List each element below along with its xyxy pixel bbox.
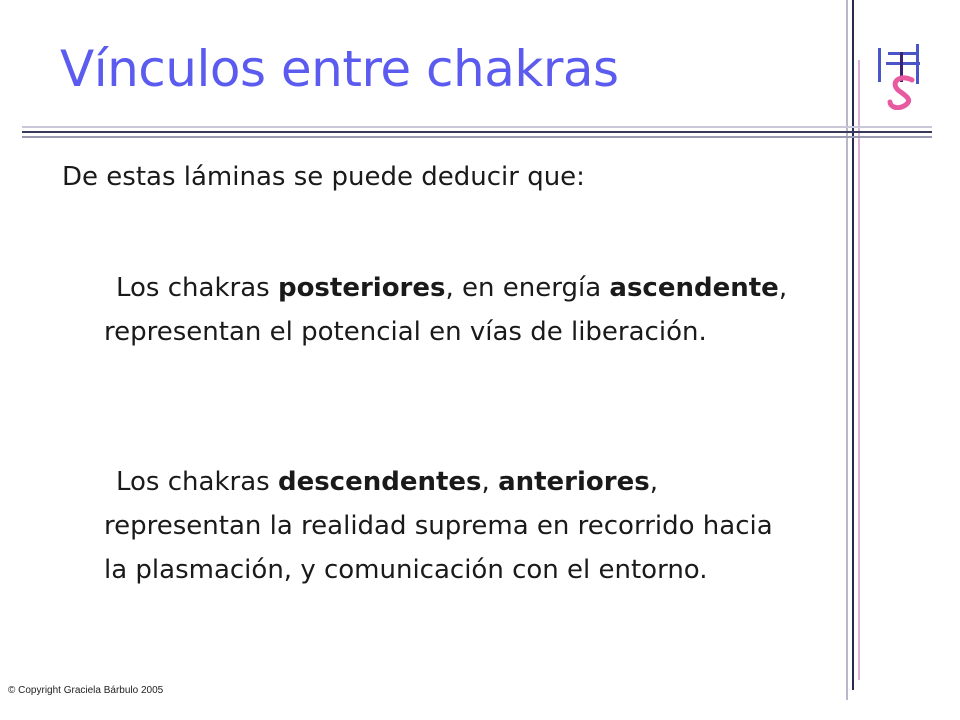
vertical-line-pink [858,60,860,680]
title-rule-3 [22,136,932,138]
p2-bold-descendentes: descendentes [277,467,482,497]
p1-text-2: , en energía [445,273,610,303]
slide-title: Vínculos entre chakras [60,40,619,98]
p1-text-1: Los chakras [116,273,278,303]
ihts-logo-icon [872,38,928,110]
title-rule-2 [22,131,932,133]
p2-bold-anteriores: anteriores [498,467,650,497]
vertical-line-gray [846,0,848,700]
vertical-line-dark [852,0,854,690]
p2-text-2: , [481,467,499,497]
p1-bold-ascendente: ascendente [609,273,779,303]
paragraph-posteriores [104,266,794,354]
p2-text-1: Los chakras [116,467,278,497]
title-rule-1 [22,126,932,128]
p2-text-3: , representan la realidad suprema en recorrido hacia la plasmación, y comunicación con el entorno. [104,467,773,585]
paragraph-descendentes [104,460,794,592]
copyright-notice: © Copyright Graciela Bárbulo 2005 [8,685,164,696]
p1-bold-posteriores: posteriores [277,273,446,303]
p1-text-3: , representan el potencial en vías de liberación. [104,273,788,347]
intro-text: De estas láminas se puede deducir que: [62,162,585,192]
